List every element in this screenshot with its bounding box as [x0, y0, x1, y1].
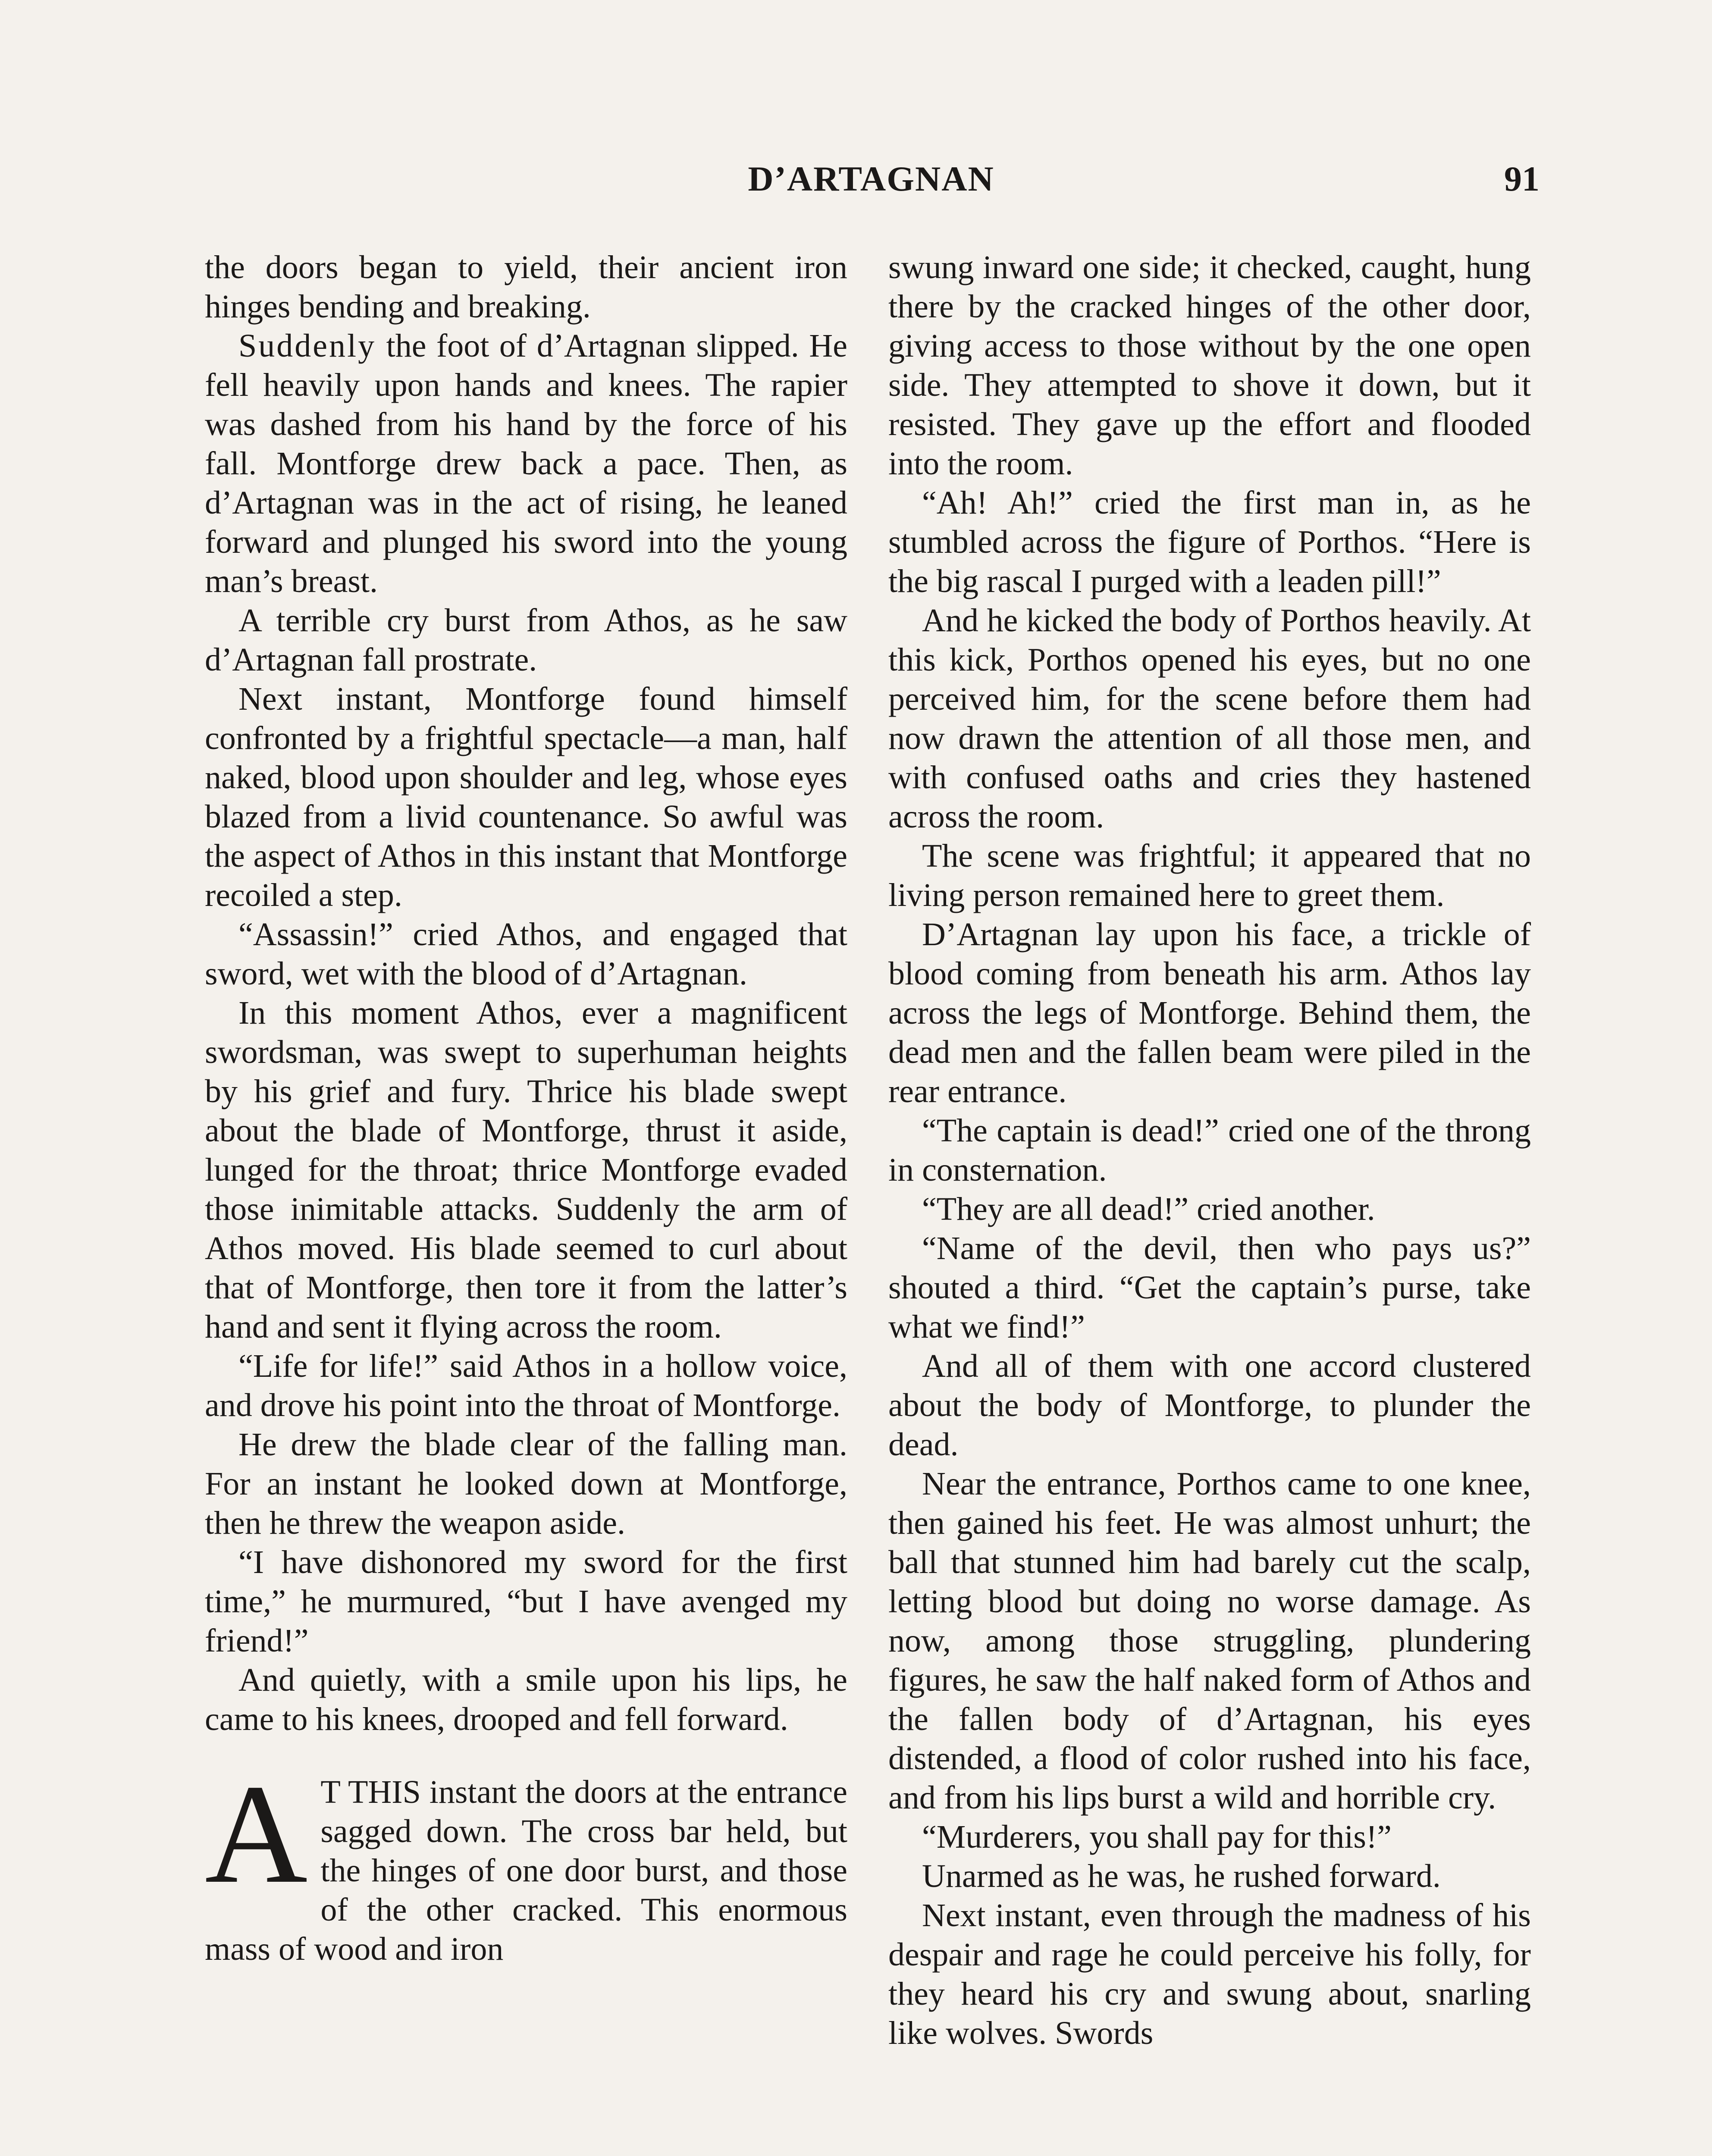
- paragraph: In this moment Athos, ever a magnificent swordsman, was swept to superhuman heights by his grief and fury. Thrice his blade swept about the blade of Montforge, thrust it aside, lunged for the throat; thrice Montforge evaded those inimitable attacks. Suddenly the arm of Athos moved. His blade seemed to curl about that of Montforge, then tore it from the latter’s hand and sent it flying across the room.: [205, 995, 847, 1345]
- paragraph: “Murderers, you shall pay for this!”: [922, 1819, 1392, 1855]
- paragraph: “The captain is dead!” cried one of the throng in consternation.: [888, 1112, 1531, 1188]
- paragraph-lead-word: Suddenly: [238, 328, 376, 364]
- paragraph: A terrible cry burst from Athos, as he saw d’Artagnan fall prostrate.: [205, 602, 847, 678]
- paragraph: Next instant, Montforge found himself confronted by a frightful spectacle—a man, half naked, blood upon shoulder and leg, whose eyes blazed from a livid countenance. So awful was the aspect of Athos in this instant that Montforge recoiled a step.: [205, 681, 847, 913]
- paragraph: “I have dishonored my sword for the first time,” he murmured, “but I have avenged my friend!”: [205, 1544, 847, 1659]
- paragraph: “Ah! Ah!” cried the first man in, as he stumbled across the figure of Porthos. “Here is the big rascal I purged with a leaden pill!”: [888, 485, 1531, 599]
- paragraph: “Assassin!” cried Athos, and engaged that sword, wet with the blood of d’Artagnan.: [205, 916, 847, 992]
- paragraph: Next instant, even through the madness of his despair and rage he could perceive his folly, for they heard his cry and swung about, snarling like wolves. Swords: [888, 1897, 1531, 2051]
- page-number: 91: [1504, 159, 1540, 198]
- paragraph: Near the entrance, Porthos came to one knee, then gained his feet. He was almost unhurt; the ball that stunned him had barely cut the scalp, letting blood but doing no worse damage. As now, among those struggling, plundering figures, he saw the half naked form of Athos and the fallen body of d’Artagnan, his eyes distended, a flood of color rushed into his face, and from his lips burst a wild and horrible cry.: [888, 1466, 1531, 1816]
- section-opening-paragraph: [205, 1755, 847, 1969]
- paragraph: He drew the blade clear of the falling man. For an instant he looked down at Montforge, then he threw the weapon aside.: [205, 1426, 847, 1541]
- paragraph-text: T THIS instant the doors at the entrance sagged down. The cross bar held, but the hinges of one door burst, and those of the other cracked. This enormous mass of wood and iron: [205, 1774, 847, 1967]
- paragraph: the doors began to yield, their ancient iron hinges bending and breaking.: [205, 249, 847, 325]
- paragraph: D’Artagnan lay upon his face, a trickle of blood coming from beneath his arm. Athos lay across the legs of Montforge. Behind them, the dead men and the fallen beam were piled in the rear entrance.: [888, 916, 1531, 1109]
- paragraph: And all of them with one accord clustered about the body of Montforge, to plunder the dead.: [888, 1348, 1531, 1463]
- drop-cap: A: [205, 1755, 308, 1913]
- right-column: [888, 248, 1531, 2053]
- paragraph: [205, 326, 847, 601]
- paragraph: “Life for life!” said Athos in a hollow voice, and drove his point into the throat of Montforge.: [205, 1348, 847, 1423]
- paragraph: “They are all dead!” cried another.: [922, 1191, 1375, 1227]
- paragraph: Unarmed as he was, he rushed forward.: [922, 1858, 1441, 1894]
- left-column: [205, 248, 847, 1969]
- paragraph: And he kicked the body of Porthos heavily. At this kick, Porthos opened his eyes, but no one perceived him, for the scene before them had now drawn the attention of all those men, and with confused oaths and cries they hastened across the room.: [888, 602, 1531, 835]
- paragraph: “Name of the devil, then who pays us?” shouted a third. “Get the captain’s purse, take what we find!”: [888, 1230, 1531, 1345]
- paragraph-text: the foot of d’Artagnan slipped. He fell heavily upon hands and knees. The rapier was dashed from his hand by the force of his fall. Montforge drew back a pace. Then, as d’Artagnan was in the act of rising, he leaned forward and plunged his sword into the young man’s breast.: [205, 328, 847, 599]
- paragraph: swung inward one side; it checked, caught, hung there by the cracked hinges of the other door, giving access to those without by the one open side. They attempted to shove it down, but it resisted. They gave up the effort and flooded into the room.: [888, 249, 1531, 482]
- chapter-title: D’ARTAGNAN: [748, 159, 994, 198]
- paragraph: The scene was frightful; it appeared that no living person remained here to greet them.: [888, 838, 1531, 913]
- running-head: [203, 155, 1540, 203]
- paragraph: And quietly, with a smile upon his lips, he came to his knees, drooped and fell forward.: [205, 1662, 847, 1737]
